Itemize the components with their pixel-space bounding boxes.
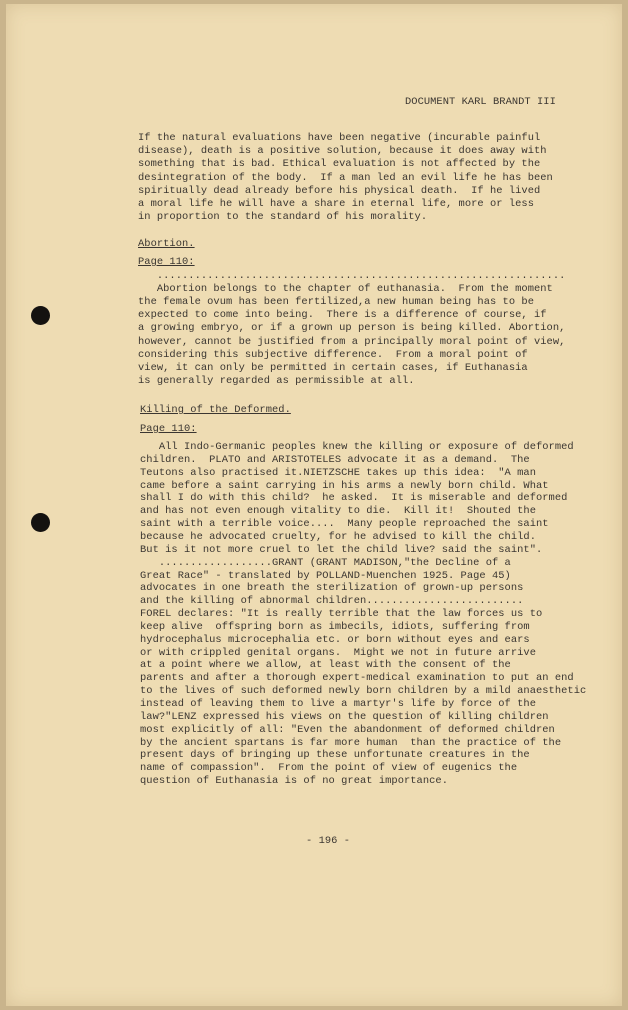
text-line: parents and after a thorough expert-medical examination to put an end [140,672,574,685]
text-line: law?"LENZ expressed his views on the question of killing children [140,710,549,723]
text-line: expected to come into being. There is a difference of course, if [138,309,547,322]
text-line: disease), death is a positive solution, because it does away with [138,145,547,158]
text-line: instead of leaving them to live a martyr's life by force of the [140,698,536,710]
text-line: ..................GRANT (GRANT MADISON,"the Decline of a [140,556,511,569]
page-reference: Page 110: [140,423,197,435]
text-line: by the ancient spartans is far more human than the practice of the [140,736,562,749]
text-line: something that is bad. Ethical evaluation is not affected by the [138,158,541,171]
text-line: a moral life he will have a share in eternal life, more or less [138,198,534,210]
page-reference: Page 110: [138,256,195,268]
text-line: shall I do with this child? he asked. It is miserable and deformed [140,492,568,505]
page-number: - 196 - [306,835,350,847]
text-line: Abortion belongs to the chapter of euthanasia. From the moment [138,283,553,296]
text-line: present days of bringing up these unfortunate creatures in the [140,749,530,762]
text-line: is generally regarded as permissible at all. [138,374,415,387]
text-line: because he advocated cruelty, for he advised to kill the child. [140,530,536,543]
text-line: came before a saint carrying in his arms a newly born child. What [140,479,549,492]
text-line: and has not even enough vitality to die. Kill it! Shouted the [140,505,536,518]
text-line: or with crippled genital organs. Might we not in future arrive [140,646,536,659]
text-line: however, cannot be justified from a principally moral point of view, [138,335,566,348]
section-heading-deformed: Killing of the Deformed. [140,404,291,416]
section-heading-abortion: Abortion. [138,238,195,250]
text-line: most explicitly of all: "Even the abandonment of deformed children [140,723,555,736]
text-line: a growing embryo, or if a grown up person is being killed. Abortion, [138,322,566,335]
text-line: FOREL declares: "It is really terrible that the law forces us to [140,608,543,621]
text-line: children. PLATO and ARISTOTELES advocate it as a demand. The [140,453,530,466]
text-line: hydrocephalus microcephalia etc. or born without eyes and ears [140,633,530,646]
text-line: All Indo-Germanic peoples knew the killing or exposure of deformed [140,441,574,453]
text-line: ................................................................. [138,270,566,282]
text-line: saint with a terrible voice.... Many people reproached the saint [140,518,549,531]
text-line: in proportion to the standard of his morality. [138,211,428,224]
text-line: advocates in one breath the sterilization of grown-up persons [140,582,524,595]
text-line: the female ovum has been fertilized,a new human being has to be [138,296,534,309]
punch-hole [31,306,50,325]
text-line: But is it not more cruel to let the child live? said the saint". [140,543,543,556]
text-line: spiritually dead already before his physical death. If he lived [138,184,541,197]
text-line: name of compassion". From the point of view of eugenics the [140,762,518,775]
text-line: Teutons also practised it.NIETZSCHE takes up this idea: "A man [140,466,536,479]
text-line: keep alive offspring born as imbecils, idiots, suffering from [140,620,530,633]
text-line: and the killing of abnormal children......................... [140,595,524,608]
text-line: desintegration of the body. If a man led an evil life he has been [138,171,553,184]
text-line: at a point where we allow, at least with the consent of the [140,659,511,672]
text-line: question of Euthanasia is of no great importance. [140,775,448,788]
text-line: Great Race" - translated by POLLAND-Muenchen 1925. Page 45) [140,569,511,582]
document-page [6,4,622,1006]
text-line: If the natural evaluations have been negative (incurable painful [138,132,541,144]
text-line: to the lives of such deformed newly born children by a mild anaesthetic [140,685,587,698]
text-line: view, it can only be permitted in certain cases, if Euthanasia [138,361,528,374]
document-header: DOCUMENT KARL BRANDT III [405,96,556,108]
punch-hole [31,513,50,532]
text-line: considering this subjective difference. From a moral point of [138,348,528,361]
